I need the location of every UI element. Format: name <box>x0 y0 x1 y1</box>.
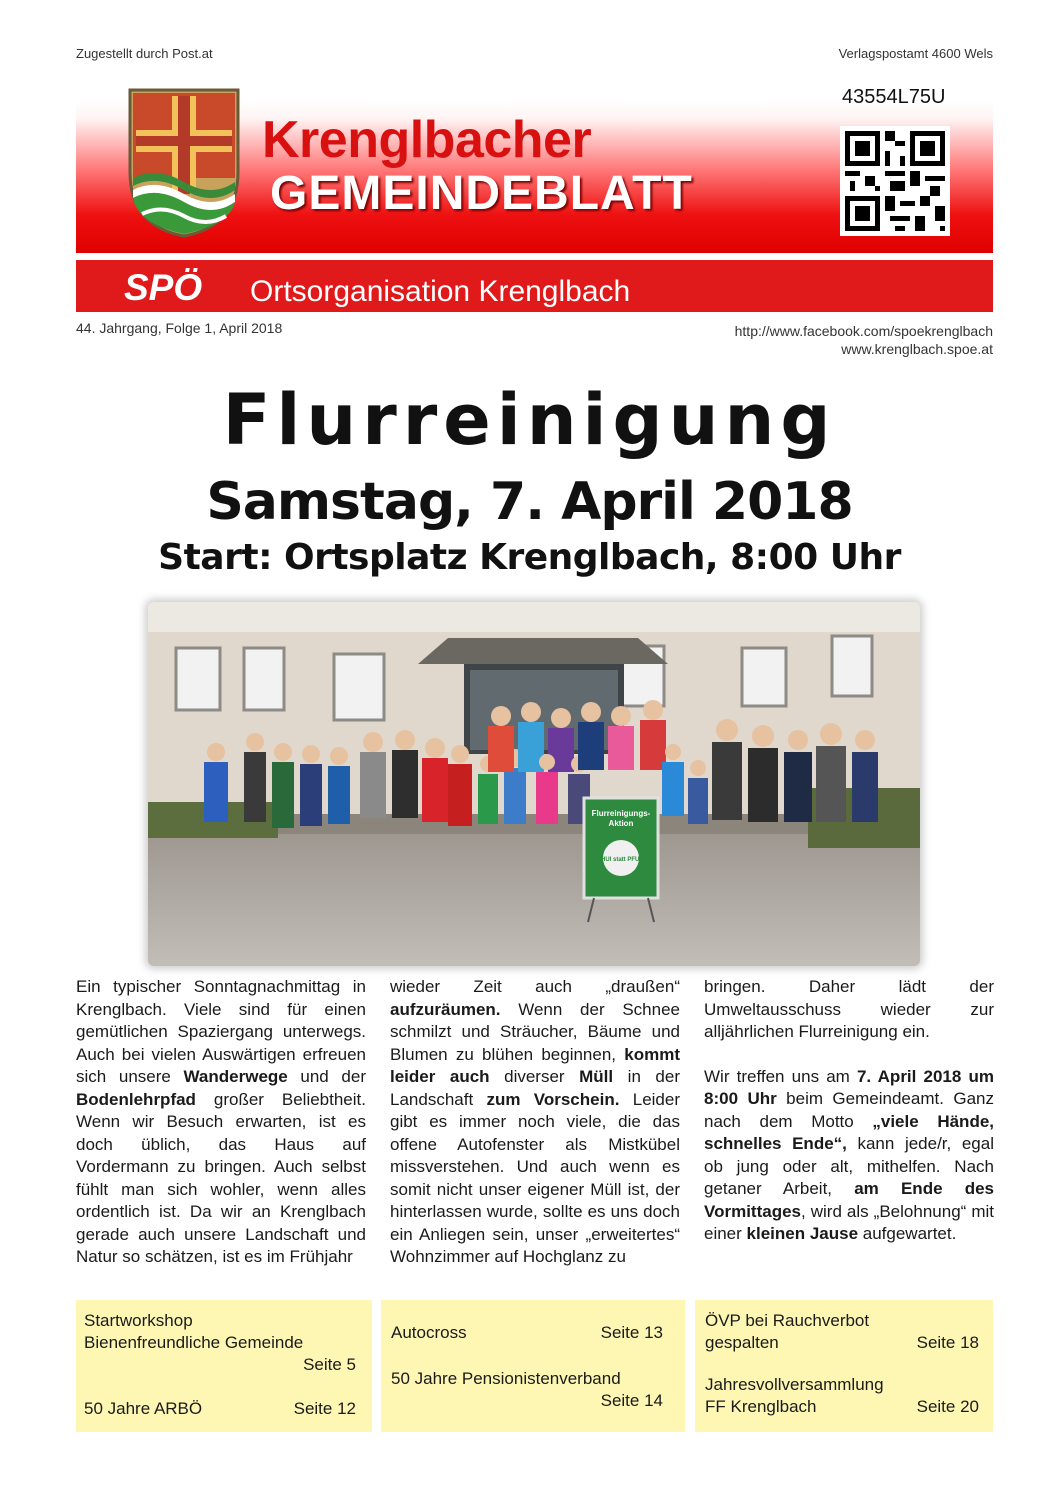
headline-date: Samstag, 7. April 2018 <box>206 472 853 532</box>
qr-code-icon <box>840 126 950 236</box>
teaser-title: gespalten <box>705 1333 779 1352</box>
teaser-title: Startworkshop <box>84 1311 193 1330</box>
article-paragraph: Wir treffen uns am 7. April 2018 um 8:00 Uhr beim Gemeindeamt. Ganz nach dem Motto „viele Hände, schnelles Ende“, kann jede/r, egal ob jung oder alt, mithelfen. Nach getaner Arbeit, am Ende des Vormittages, wird als „Belohnung“ mit einer kleinen Jause aufgewartet. <box>704 1066 994 1243</box>
issue-code: 43554L75U <box>842 86 946 108</box>
teaser-page: Seite 20 <box>916 1397 979 1416</box>
teaser-item-startworkshop[interactable] <box>84 1310 356 1376</box>
party-name: SPÖ <box>124 267 203 308</box>
teaser-page: Seite 13 <box>600 1323 663 1342</box>
facebook-link[interactable]: http://www.facebook.com/spoekrenglbach <box>734 323 993 339</box>
teaser-title: 50 Jahre Pensionistenverband <box>391 1369 621 1388</box>
teaser-page: Seite 14 <box>600 1391 663 1410</box>
emphasis: kommt leider auch <box>390 1044 680 1086</box>
coat-of-arms-icon <box>126 86 242 238</box>
group-photo <box>148 602 920 966</box>
emphasis: 7. April 2018 um 8:00 Uhr <box>704 1066 994 1108</box>
masthead-title: Krenglbacher <box>262 111 592 169</box>
teaser-page: Seite 18 <box>916 1333 979 1352</box>
emphasis: „viele Hände, schnelles Ende“, <box>704 1111 994 1153</box>
teaser-item-autocross[interactable] <box>391 1322 663 1344</box>
edition-info: 44. Jahrgang, Folge 1, April 2018 <box>76 320 283 336</box>
emphasis: aufzuräumen. <box>390 999 501 1019</box>
teaser-item-jahresversammlung[interactable] <box>705 1374 979 1418</box>
post-office-note: Verlagspostamt 4600 Wels <box>838 46 993 61</box>
emphasis: kleinen Jause <box>746 1224 859 1243</box>
teaser-page: Seite 5 <box>303 1355 356 1374</box>
teaser-title: FF Krenglbach <box>705 1397 817 1416</box>
teaser-box-1 <box>76 1300 372 1432</box>
sign-line1: Flurreinigungs- <box>591 809 651 818</box>
article-paragraph: Ein typischer Sonntagnachmittag in Krenglbach. Viele sind für einen gemütlichen Spaziergang unterwegs. Auch bei vielen Auswärtigen erfreuen sich unsere Wanderwege und der Bodenlehrpfad großer Beliebtheit. Wenn wir Besuch erwarten, ist es doch üblich, das Haus auf Vordermann zu bringen. Auch selbst fühlt man sich wohler, wenn alles ordentlich ist. Da wir an Krenglbach gerade auch unsere Landschaft und Natur so schätzen, ist es im Frühjahr <box>76 977 366 1266</box>
article-col-1 <box>76 976 366 1291</box>
delivery-note: Zugestellt durch Post.at <box>76 46 213 61</box>
emphasis: Wanderwege <box>183 1067 288 1086</box>
teaser-title: 50 Jahre ARBÖ <box>84 1399 203 1418</box>
masthead-subtitle: GEMEINDEBLATT <box>270 167 693 220</box>
emphasis: zum Vorschein. <box>486 1089 620 1109</box>
group-photo-illustration <box>148 602 920 966</box>
teaser-item-pensionisten[interactable] <box>391 1368 663 1412</box>
teaser-title: Jahresvollversammlung <box>705 1375 884 1394</box>
emphasis: Bodenlehrpfad <box>76 1089 196 1109</box>
teaser-box-3 <box>695 1300 993 1432</box>
article-col-2 <box>390 976 680 1291</box>
teaser-title: Bienenfreundliche Gemeinde <box>84 1333 304 1352</box>
org-name: Ortsorganisation Krenglbach <box>250 275 631 308</box>
article-paragraph: wieder Zeit auch „draußen“ aufzuräumen. Wenn der Schnee schmilzt und Sträucher, Bäume und Blumen zu blühen beginnen, kommt leider auch diverser Müll in der Landschaft zum Vorschein. Leider gibt es immer noch viele, die das offene Autofenster als Mistkübel missverstehen. Und auch wenn es somit nicht unser eigener Müll ist, der hinterlassen wurde, sollte es uns doch ein Anliegen sein, unser „erweitertes“ Wohnzimmer auf Hochglanz zu <box>390 977 680 1266</box>
sign-line2: Aktion <box>608 819 634 828</box>
teaser-box-2 <box>381 1300 685 1432</box>
teaser-title: ÖVP bei Rauchverbot <box>705 1311 870 1330</box>
headline-main: Flurreinigung <box>222 379 837 461</box>
article-col-3 <box>704 976 994 1268</box>
sign-badge: HUI statt PFUI <box>600 857 642 863</box>
emphasis: Müll <box>579 1067 614 1086</box>
website-link[interactable]: www.krenglbach.spoe.at <box>841 341 993 357</box>
teaser-item-rauchverbot[interactable] <box>705 1310 979 1354</box>
teaser-item-arboe[interactable] <box>84 1398 356 1420</box>
teaser-title: Autocross <box>391 1323 467 1342</box>
article-paragraph: bringen. Daher lädt der Umweltausschuss wieder zur alljährlichen Flurreinigung ein. <box>704 977 994 1041</box>
emphasis: am Ende des Vormittages <box>704 1179 994 1221</box>
teaser-page: Seite 12 <box>293 1399 356 1418</box>
headline-start: Start: Ortsplatz Krenglbach, 8:00 Uhr <box>158 537 901 578</box>
